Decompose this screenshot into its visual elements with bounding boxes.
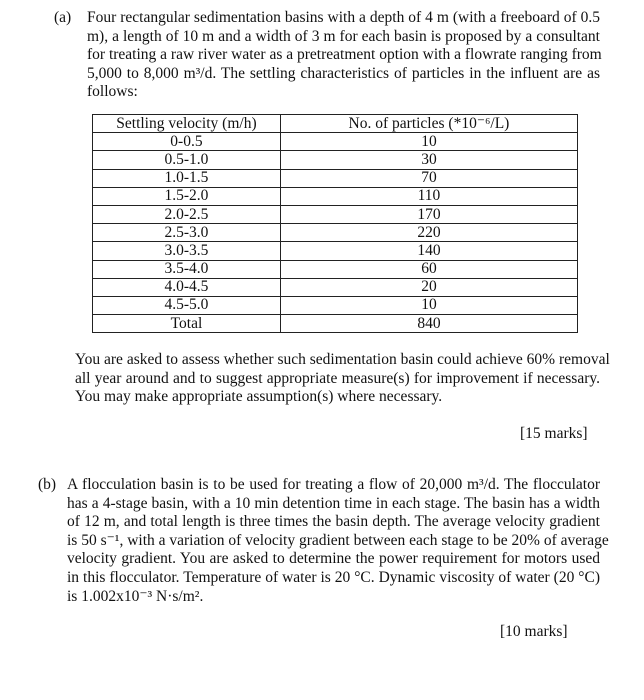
part-b-line: of 12 m, and total length is three times the basin depth. The average velocity gradient <box>67 513 600 531</box>
part-b-label: (b) <box>38 476 57 493</box>
velocity-cell: 1.5-2.0 <box>93 187 281 205</box>
table-row <box>93 133 578 151</box>
table-row <box>93 296 578 314</box>
velocity-cell: 4.0-4.5 <box>93 278 281 296</box>
velocity-cell: 4.5-5.0 <box>93 296 281 314</box>
table-row <box>93 260 578 278</box>
table-row <box>93 205 578 223</box>
total-value-cell: 840 <box>280 315 577 333</box>
velocity-cell: 3.5-4.0 <box>93 260 281 278</box>
settling-table <box>92 114 578 333</box>
table-total-row <box>93 315 578 333</box>
part-a-task-line: You are asked to assess whether such sedimentation basin could achieve 60% removal <box>75 351 610 368</box>
particles-cell: 60 <box>280 260 577 278</box>
particles-cell: 10 <box>280 296 577 314</box>
table-row <box>93 187 578 205</box>
table-row <box>93 151 578 169</box>
part-b-line: has a 4-stage basin, with a 10 min detention time in each stage. The basin has a width <box>67 494 600 512</box>
total-label-cell: Total <box>93 315 281 333</box>
header-settling-velocity: Settling velocity (m/h) <box>93 115 281 133</box>
part-b-line: A flocculation basin is to be used for treating a flow of 20,000 m³/d. The flocculator <box>67 476 600 493</box>
header-no-of-particles: No. of particles (*10⁻⁶/L) <box>280 115 577 133</box>
velocity-cell: 2.5-3.0 <box>93 224 281 242</box>
table-header-row <box>93 115 578 133</box>
part-a-label: (a) <box>54 9 72 26</box>
velocity-cell: 0-0.5 <box>93 133 281 151</box>
particles-cell: 10 <box>280 133 577 151</box>
part-a-intro-line: 5,000 to 8,000 m³/d. The settling characteristics of particles in the influent are as <box>87 64 600 82</box>
particles-cell: 30 <box>280 151 577 169</box>
part-a-intro-line: for treating a raw river water as a pretreatment option with a flowrate ranging from <box>87 46 602 64</box>
particles-cell: 140 <box>280 242 577 260</box>
part-a-task <box>75 351 610 407</box>
particles-cell: 220 <box>280 224 577 242</box>
velocity-cell: 0.5-1.0 <box>93 151 281 169</box>
part-a-intro <box>87 9 600 102</box>
part-b-line: is 50 s⁻¹, with a variation of velocity gradient between each stage to be 20% of average <box>67 531 609 549</box>
particles-cell: 110 <box>280 187 577 205</box>
part-a-intro-line: follows: <box>87 83 138 101</box>
part-a-task-line: all year around and to suggest appropriate measure(s) for improvement if necessary. <box>75 369 600 387</box>
particles-cell: 20 <box>280 278 577 296</box>
table-row <box>93 278 578 296</box>
part-b-line: is 1.002x10⁻³ N·s/m². <box>67 587 204 605</box>
part-a-task-line: You may make appropriate assumption(s) where necessary. <box>75 388 443 406</box>
part-a-marks: [15 marks] <box>520 425 588 442</box>
part-b-line: in this flocculator. Temperature of water is 20 °C. Dynamic viscosity of water (20 °C) <box>67 568 600 586</box>
table-row <box>93 224 578 242</box>
particles-cell: 70 <box>280 169 577 187</box>
velocity-cell: 3.0-3.5 <box>93 242 281 260</box>
part-b-marks: [10 marks] <box>500 623 568 640</box>
particles-cell: 170 <box>280 205 577 223</box>
velocity-cell: 2.0-2.5 <box>93 205 281 223</box>
part-b-text <box>67 476 609 606</box>
velocity-cell: 1.0-1.5 <box>93 169 281 187</box>
part-a-intro-line: m), a length of 10 m and a width of 3 m for each basin is proposed by a consultant <box>87 27 600 45</box>
part-a-intro-line: Four rectangular sedimentation basins with a depth of 4 m (with a freeboard of 0.5 <box>87 9 600 26</box>
part-b-line: velocity gradient. You are asked to determine the power requirement for motors used <box>67 550 600 568</box>
table-row <box>93 169 578 187</box>
table-row <box>93 242 578 260</box>
